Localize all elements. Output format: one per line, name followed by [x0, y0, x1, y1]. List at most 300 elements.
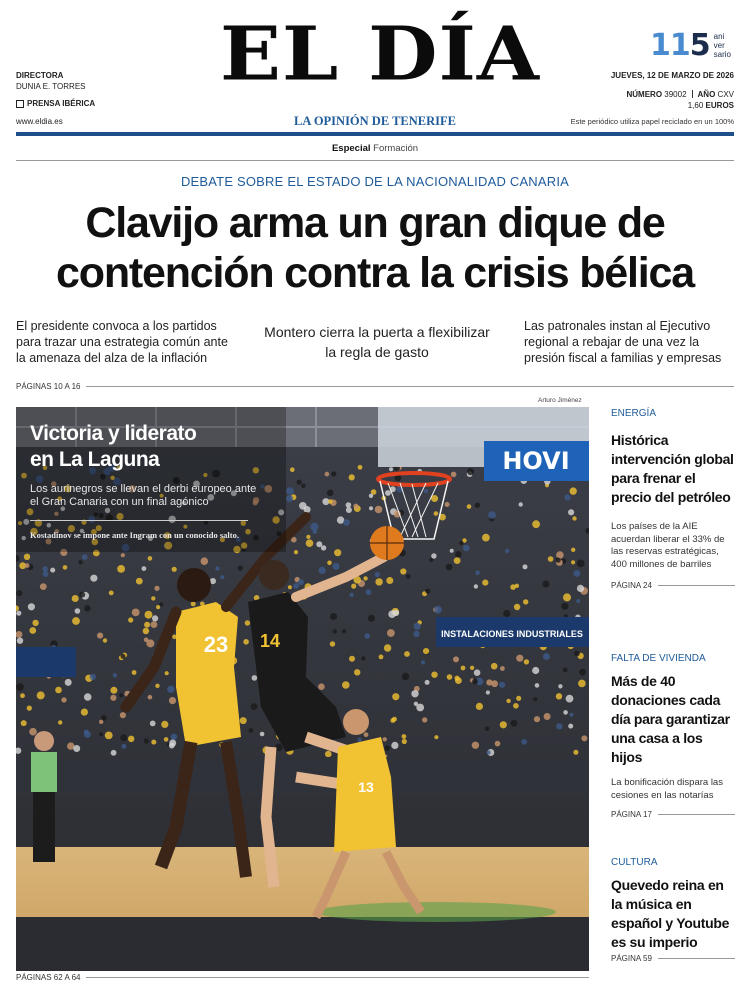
crowd-dot — [78, 560, 82, 564]
crowd-dot — [334, 549, 341, 556]
svg-text:13: 13 — [358, 779, 374, 795]
crowd-dot — [568, 509, 574, 515]
crowd-dot — [143, 628, 149, 634]
crowd-dot — [577, 560, 585, 568]
crowd-dot — [571, 548, 575, 552]
anniversary-number: 115 — [650, 28, 710, 63]
photo-lead: Los aurinegros se llevan el derbi europeo ante el Gran Canaria con un final agónico — [30, 483, 257, 508]
crowd-dot — [304, 506, 311, 513]
crowd-dot — [144, 638, 149, 643]
crowd-dot — [461, 666, 466, 671]
crowd-dot — [50, 568, 55, 573]
crowd-dot — [331, 471, 336, 476]
crowd-dot — [286, 487, 294, 495]
crowd-dot — [82, 554, 88, 560]
crowd-dot — [533, 697, 537, 701]
crowd-dot — [363, 576, 367, 580]
masthead-left — [16, 70, 95, 109]
crowd-dot — [491, 663, 498, 670]
crowd-dot — [516, 696, 521, 701]
crowd-dot — [476, 703, 483, 710]
masthead-rule — [16, 132, 734, 136]
crowd-dot — [349, 656, 355, 662]
lead-headline[interactable]: Clavijo arma un gran dique de contención contra la crisis bélica — [56, 199, 694, 297]
crowd-dot — [369, 494, 373, 498]
crowd-dot — [451, 472, 457, 478]
crowd-dot — [425, 589, 430, 594]
crowd-dot — [240, 717, 247, 724]
crowd-dot — [544, 713, 551, 720]
crowd-dot — [103, 638, 107, 642]
crowd-dot — [354, 669, 360, 675]
crowd-dot — [364, 732, 369, 737]
crowd-dot — [455, 551, 461, 557]
crowd-dot — [579, 669, 586, 676]
crowd-dot — [450, 549, 454, 553]
crowd-dot — [413, 631, 419, 637]
crowd-dot — [73, 745, 80, 752]
crowd-dot — [84, 605, 90, 611]
crowd-dot — [152, 615, 158, 621]
crowd-dot — [121, 744, 126, 749]
crowd-dot — [297, 480, 302, 485]
crowd-dot — [132, 609, 140, 617]
crowd-dot — [514, 604, 520, 610]
crowd-dot — [251, 703, 258, 710]
tagline: LA OPINIÓN DE TENERIFE — [294, 114, 456, 128]
crowd-dot — [389, 467, 393, 471]
sidebar-page: PÁGINA 17 — [611, 810, 735, 819]
crowd-dot — [17, 638, 23, 644]
crowd-dot — [423, 648, 429, 654]
crowd-dot — [472, 679, 478, 685]
crowd-dot — [379, 655, 384, 660]
crowd-dot — [391, 742, 398, 749]
crowd-dot — [330, 613, 337, 620]
crowd-dot — [414, 702, 418, 706]
crowd-dot — [349, 474, 355, 480]
crowd-dot — [21, 720, 27, 726]
crowd-dot — [169, 740, 176, 747]
crowd-dot — [306, 535, 310, 539]
crowd-dot — [310, 523, 318, 531]
crowd-dot — [249, 728, 254, 733]
crowd-dot — [301, 484, 306, 489]
crowd-dot — [316, 541, 322, 547]
crowd-dot — [366, 589, 372, 595]
crowd-dot — [169, 697, 176, 704]
crowd-dot — [16, 590, 22, 596]
crowd-dot — [565, 494, 571, 500]
crowd-dot — [574, 651, 580, 657]
crowd-dot — [503, 610, 510, 617]
crowd-dot — [321, 545, 326, 550]
lead-subhead-2: Montero cierra la puerta a flexibilizar la regla de gasto — [264, 324, 490, 360]
crowd-dot — [245, 620, 250, 625]
crowd-dot — [570, 487, 577, 494]
sidebar-headline[interactable]: Quevedo reina en la música en español y Youtube es su imperio — [611, 877, 730, 950]
crowd-dot — [148, 556, 153, 561]
anniversary-badge — [650, 28, 731, 63]
crowd-dot — [165, 671, 169, 675]
crowd-dot — [566, 695, 574, 703]
crowd-dot — [128, 617, 133, 622]
crowd-dot — [532, 667, 539, 674]
svg-text:14: 14 — [260, 631, 281, 651]
crowd-dot — [128, 736, 134, 742]
crowd-dot — [463, 545, 470, 552]
crowd-dot — [556, 693, 562, 699]
crowd-dot — [534, 716, 540, 722]
crowd-dot — [260, 732, 265, 737]
crowd-dot — [485, 727, 490, 732]
crowd-dot — [29, 627, 36, 634]
crowd-dot — [150, 721, 156, 727]
crowd-dot — [576, 599, 580, 603]
crowd-dot — [386, 577, 393, 584]
crowd-dot — [99, 720, 103, 724]
crowd-dot — [561, 603, 568, 610]
crowd-dot — [113, 673, 117, 677]
crowd-dot — [425, 680, 430, 685]
crowd-dot — [171, 734, 178, 741]
crowd-dot — [81, 709, 88, 716]
photo-credit: Arturo Jiménez — [538, 397, 582, 404]
sidebar-headline[interactable]: Histórica intervención global para frenar el precio del petróleo — [611, 432, 734, 505]
crowd-dot — [342, 629, 346, 633]
crowd-dot — [220, 575, 224, 579]
crowd-dot — [20, 693, 25, 698]
crowd-dot — [424, 489, 428, 493]
crowd-dot — [144, 738, 149, 743]
sidebar-headline[interactable]: Más de 40 donaciones cada día para garantizar una casa a los hijos — [611, 673, 730, 765]
crowd-dot — [351, 584, 356, 589]
crowd-dot — [558, 684, 562, 688]
crowd-dot — [358, 465, 363, 470]
crowd-dot — [155, 684, 159, 688]
crowd-dot — [563, 710, 568, 715]
publisher-name: PRENSA IBÉRICA — [27, 99, 96, 108]
crowd-dot — [319, 567, 326, 574]
paper-note: Este periódico utiliza papel reciclado en un 100% — [570, 117, 734, 126]
crowd-dot — [90, 575, 97, 582]
crowd-dot — [574, 570, 581, 577]
crowd-dot — [286, 495, 293, 502]
sidebar-summary: Los países de la AIE acuerdan liberar el 33% de las reservas estratégicas, 400 millones de barriles — [611, 521, 725, 570]
crowd-dot — [72, 617, 80, 625]
crowd-dot — [578, 680, 586, 688]
crowd-dot — [72, 595, 79, 602]
crowd-dot — [393, 610, 399, 616]
crowd-dot — [431, 553, 436, 558]
divider — [16, 160, 734, 161]
crowd-dot — [402, 734, 407, 739]
crowd-dot — [572, 516, 576, 520]
crowd-dot — [167, 686, 174, 693]
publisher — [16, 98, 95, 109]
anniversary-text: ani ver sario — [713, 32, 731, 59]
crowd-dot — [154, 586, 159, 591]
crowd-dot — [120, 712, 126, 718]
crowd-dot — [375, 506, 383, 514]
crowd-dot — [383, 737, 387, 741]
crowd-dot — [431, 672, 437, 678]
crowd-dot — [499, 682, 505, 688]
crowd-dot — [482, 534, 490, 542]
crowd-dot — [201, 557, 209, 565]
crowd-dot — [43, 566, 48, 571]
crowd-dot — [406, 574, 411, 579]
crowd-dot — [58, 720, 62, 724]
crowd-dot — [402, 673, 410, 681]
crowd-dot — [447, 674, 453, 680]
director-name: DUNIA E. TORRES — [16, 82, 86, 91]
photo-title[interactable]: Victoria y liderato en La Laguna — [30, 422, 197, 471]
crowd-dot — [84, 730, 89, 735]
crowd-dot — [434, 735, 438, 739]
sidebar-page: PÁGINA 24 — [611, 581, 735, 590]
crowd-dot — [325, 751, 332, 758]
crowd-dot — [151, 596, 155, 600]
crowd-dot — [453, 656, 459, 662]
crowd-dot — [487, 750, 491, 754]
crowd-dot — [327, 490, 334, 497]
crowd-dot — [357, 738, 361, 742]
crowd-dot — [24, 554, 30, 560]
crowd-dot — [577, 585, 584, 592]
crowd-dot — [40, 583, 47, 590]
crowd-dot — [243, 639, 249, 645]
director-label: DIRECTORA — [16, 71, 64, 80]
website-link[interactable]: www.eldia.es — [16, 117, 63, 126]
crowd-dot — [55, 687, 62, 694]
crowd-dot — [521, 739, 527, 745]
crowd-dot — [298, 579, 304, 585]
crowd-dot — [65, 679, 72, 686]
crowd-dot — [422, 717, 427, 722]
crowd-dot — [105, 732, 113, 740]
crowd-dot — [353, 504, 358, 509]
crowd-dot — [145, 611, 153, 619]
crowd-dot — [151, 621, 158, 628]
crowd-dot — [385, 745, 390, 750]
crowd-dot — [151, 740, 156, 745]
crowd-dot — [148, 695, 153, 700]
crowd-dot — [361, 656, 365, 660]
crowd-dot — [75, 608, 81, 614]
crowd-dot — [467, 504, 472, 509]
crowd-dot — [132, 670, 137, 675]
crowd-dot — [482, 580, 488, 586]
crowd-dot — [524, 659, 529, 664]
crowd-dot — [474, 669, 481, 676]
crowd-dot — [505, 549, 509, 553]
crowd-dot — [121, 553, 125, 557]
crowd-dot — [513, 703, 519, 709]
crowd-dot — [570, 713, 574, 717]
crowd-dot — [454, 557, 461, 564]
crowd-dot — [215, 566, 219, 570]
crowd-dot — [519, 502, 523, 506]
crowd-dot — [121, 654, 126, 659]
crowd-dot — [327, 561, 332, 566]
sidebar-item-vivienda[interactable] — [611, 653, 735, 819]
crowd-dot — [459, 541, 463, 545]
crowd-dot — [573, 750, 578, 755]
crowd-dot — [252, 675, 258, 681]
crowd-dot — [470, 666, 474, 670]
crowd-dot — [90, 674, 96, 680]
crowd-dot — [402, 739, 407, 744]
svg-text:23: 23 — [203, 632, 229, 657]
lead-subhead-1: El presidente convoca a los partidos para trazar una estrategia común ante la amenaza del alza de la inflación — [16, 319, 228, 365]
crowd-dot — [16, 611, 21, 616]
crowd-dot — [414, 623, 421, 630]
crowd-dot — [500, 666, 505, 671]
crowd-dot — [109, 591, 114, 596]
crowd-dot — [411, 690, 418, 697]
lead-subhead-3: Las patronales instan al Ejecutivo regional a rebajar de una vez la presión fiscal a familias y empresas — [524, 319, 722, 365]
crowd-dot — [43, 571, 49, 577]
crowd-dot — [475, 503, 480, 508]
newspaper-logo: EL DÍA — [220, 10, 540, 97]
crowd-dot — [120, 734, 127, 741]
lead-pages: PÁGINAS 10 A 16 — [16, 382, 734, 391]
crowd-dot — [385, 490, 391, 496]
crowd-dot — [346, 502, 352, 508]
crowd-dot — [29, 728, 37, 736]
crowd-dot — [330, 641, 335, 646]
crowd-dot — [144, 622, 150, 628]
crowd-dot — [333, 629, 337, 633]
crowd-dot — [293, 583, 299, 589]
crowd-dot — [191, 601, 196, 606]
crowd-dot — [346, 507, 352, 513]
section-label: FALTA DE VIVIENDA — [611, 653, 706, 664]
section-label: CULTURA — [611, 857, 658, 868]
crowd-dot — [61, 697, 66, 702]
crowd-dot — [28, 603, 35, 610]
masthead-right — [611, 70, 734, 111]
crowd-dot — [474, 584, 478, 588]
sidebar-item-cultura[interactable] — [611, 857, 735, 963]
crowd-dot — [387, 629, 395, 637]
crowd-dot — [294, 550, 298, 554]
crowd-dot — [375, 572, 380, 577]
crowd-dot — [491, 680, 498, 687]
section-label: ENERGÍA — [611, 408, 657, 419]
photo-pages: PÁGINAS 62 A 64 — [16, 973, 589, 982]
crowd-dot — [475, 570, 480, 575]
crowd-dot — [548, 556, 554, 562]
crowd-dot — [556, 558, 561, 563]
crowd-dot — [392, 693, 399, 700]
crowd-dot — [495, 741, 501, 747]
crowd-dot — [161, 721, 168, 728]
crowd-dot — [156, 605, 160, 609]
crowd-dot — [571, 560, 575, 564]
crowd-dot — [364, 633, 370, 639]
crowd-dot — [581, 735, 587, 741]
crowd-dot — [333, 563, 340, 570]
issue-date: JUEVES, 12 DE MARZO DE 2026 — [610, 71, 734, 80]
crowd-dot — [172, 567, 177, 572]
crowd-dot — [446, 564, 453, 571]
crowd-dot — [535, 683, 540, 688]
crowd-dot — [342, 681, 350, 689]
crowd-dot — [568, 724, 573, 729]
crowd-dot — [434, 606, 442, 614]
crowd-dot — [434, 511, 439, 516]
crowd-dot — [32, 620, 38, 626]
crowd-dot — [523, 564, 528, 569]
crowd-dot — [25, 563, 30, 568]
crowd-dot — [63, 565, 68, 570]
crowd-dot — [390, 718, 395, 723]
crowd-dot — [511, 720, 518, 727]
crowd-dot — [99, 732, 103, 736]
crowd-dot — [349, 593, 353, 597]
crowd-dot — [136, 578, 143, 585]
publisher-logo-icon — [16, 100, 24, 108]
crowd-dot — [506, 699, 510, 703]
crowd-dot — [563, 593, 571, 601]
board-text: INSTALACIONES INDUSTRIALES — [441, 629, 583, 639]
crowd-dot — [119, 693, 123, 697]
crowd-dot — [455, 676, 460, 681]
crowd-dot — [27, 706, 32, 711]
crowd-dot — [288, 585, 292, 589]
crowd-dot — [375, 578, 382, 585]
issue-price: 1,60 EUROS — [687, 101, 734, 110]
crowd-dot — [343, 519, 350, 526]
crowd-dot — [500, 721, 507, 728]
crowd-dot — [79, 592, 85, 598]
crowd-dot — [117, 565, 125, 573]
crowd-dot — [37, 691, 45, 699]
crowd-dot — [97, 633, 103, 639]
crowd-dot — [523, 599, 528, 604]
crowd-dot — [110, 695, 116, 701]
crowd-dot — [16, 683, 24, 691]
crowd-dot — [421, 660, 425, 664]
sidebar-item-energia[interactable] — [611, 408, 735, 590]
crowd-dot — [84, 693, 92, 701]
crowd-dot — [368, 615, 375, 622]
crowd-dot — [318, 683, 325, 690]
crowd-dot — [563, 668, 568, 673]
especial-banner[interactable]: Especial Formación — [331, 143, 419, 154]
crowd-dot — [400, 568, 406, 574]
crowd-dot — [532, 520, 540, 528]
crowd-dot — [142, 566, 147, 571]
crowd-dot — [328, 499, 333, 504]
crowd-dot — [488, 511, 496, 519]
crowd-dot — [404, 651, 410, 657]
crowd-dot — [486, 690, 490, 694]
issue-meta: NÚMERO 39002 AÑO CXV — [626, 90, 734, 99]
crowd-dot — [111, 750, 117, 756]
crowd-dot — [472, 742, 479, 749]
crowd-dot — [515, 584, 519, 588]
crowd-dot — [543, 653, 550, 660]
crowd-dot — [290, 467, 295, 472]
sidebar-summary: La bonificación dispara las cesiones en las notarías — [611, 777, 723, 801]
crowd-dot — [325, 472, 330, 477]
sidebar-page: PÁGINA 59 — [611, 954, 735, 963]
crowd-dot — [238, 566, 243, 571]
crowd-dot — [164, 737, 169, 742]
